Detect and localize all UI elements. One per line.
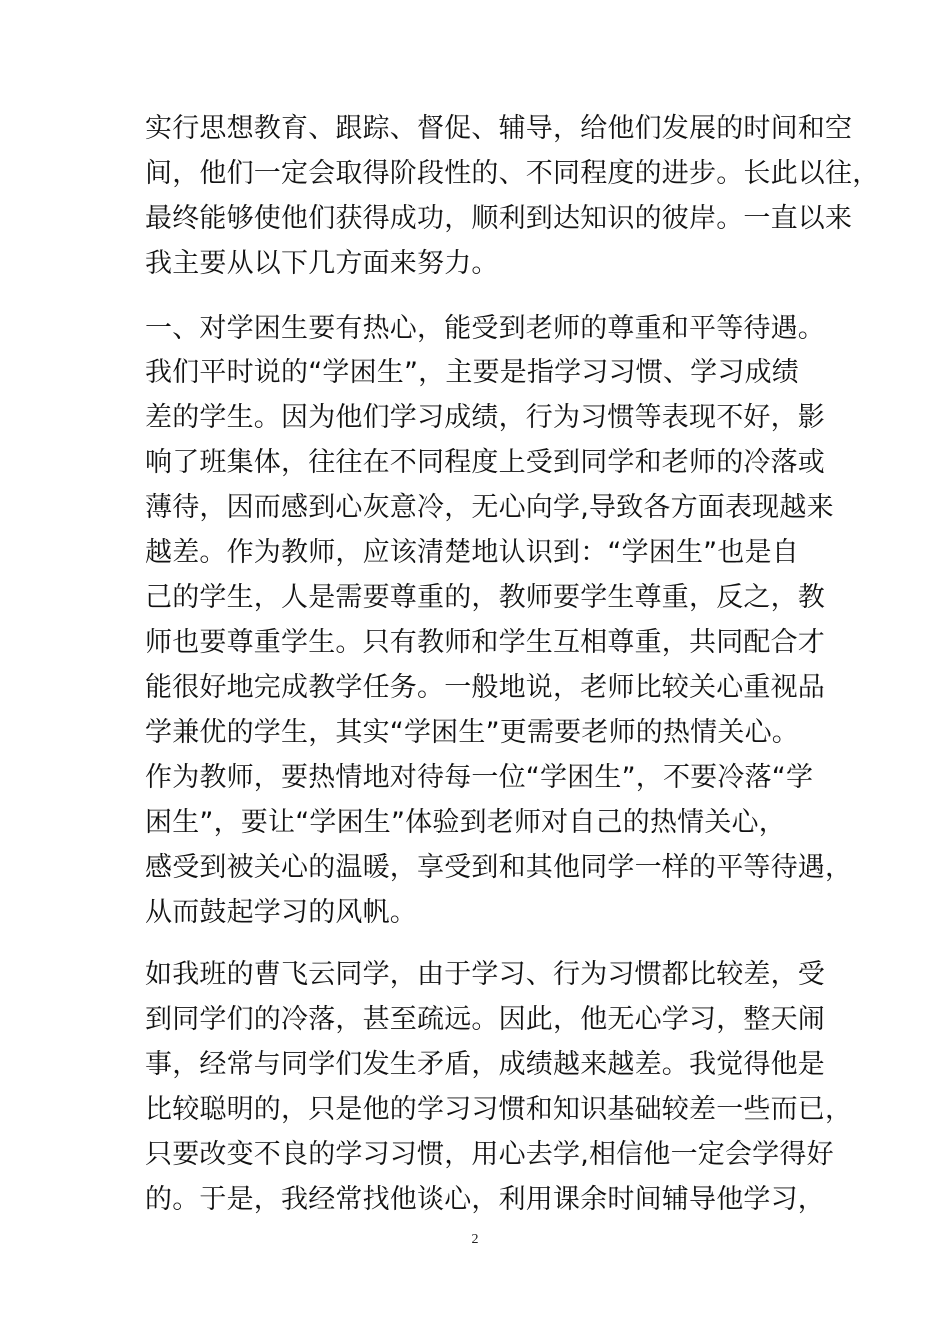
heading-line: 一、对学困生要有热心，能受到老师的尊重和平等待遇。 (145, 313, 825, 344)
text-line: 事，经常与同学们发生矛盾，成绩越来越差。我觉得他是 (145, 1049, 825, 1080)
text-line: 能很好地完成教学任务。一般地说，老师比较关心重视品 (145, 672, 825, 703)
paragraph-3 (145, 952, 853, 1222)
text-line: 我们平时说的“学困生”，主要是指学习习惯、学习成绩 (145, 357, 799, 388)
text-line: 间，他们一定会取得阶段性的、不同程度的进步。长此以往， (145, 158, 880, 189)
text-line: 实行思想教育、跟踪、督促、辅导，给他们发展的时间和空 (145, 113, 853, 144)
text-line: 越差。作为教师，应该清楚地认识到：“学困生”也是自 (145, 537, 799, 568)
text-line: 比较聪明的，只是他的学习习惯和知识基础较差一些而已， (145, 1094, 853, 1125)
page-number: 2 (471, 1232, 479, 1247)
text-line: 到同学们的冷落，甚至疏远。因此，他无心学习，整天闹 (145, 1004, 825, 1035)
text-line: 最终能够使他们获得成功，顺利到达知识的彼岸。一直以来 (145, 203, 853, 234)
text-line: 如我班的曹飞云同学，由于学习、行为习惯都比较差，受 (145, 959, 825, 990)
text-line: 感受到被关心的温暖，享受到和其他同学一样的平等待遇， (145, 852, 853, 883)
text-line: 薄待，因而感到心灰意冷，无心向学,导致各方面表现越来 (145, 492, 834, 523)
text-line: 作为教师，要热情地对待每一位“学困生”，不要冷落“学 (145, 762, 814, 793)
text-line: 学兼优的学生，其实“学困生”更需要老师的热情关心。 (145, 717, 799, 748)
text-line: 困生”，要让“学困生”体验到老师对自己的热情关心， (145, 807, 786, 838)
text-line: 响了班集体，往往在不同程度上受到同学和老师的冷落或 (145, 447, 825, 478)
paragraph-1 (145, 106, 880, 286)
text-line: 从而鼓起学习的风帆。 (145, 897, 417, 928)
text-line: 的。于是，我经常找他谈心，利用课余时间辅导他学习， (145, 1184, 825, 1215)
paragraph-2 (145, 350, 853, 935)
section-heading (145, 306, 825, 351)
text-line: 我主要从以下几方面来努力。 (145, 248, 499, 279)
text-line: 只要改变不良的学习习惯，用心去学,相信他一定会学得好 (145, 1139, 834, 1170)
text-line: 己的学生，人是需要尊重的，教师要学生尊重，反之，教 (145, 582, 825, 613)
text-line: 师也要尊重学生。只有教师和学生互相尊重，共同配合才 (145, 627, 825, 658)
text-line: 差的学生。因为他们学习成绩，行为习惯等表现不好，影 (145, 402, 825, 433)
